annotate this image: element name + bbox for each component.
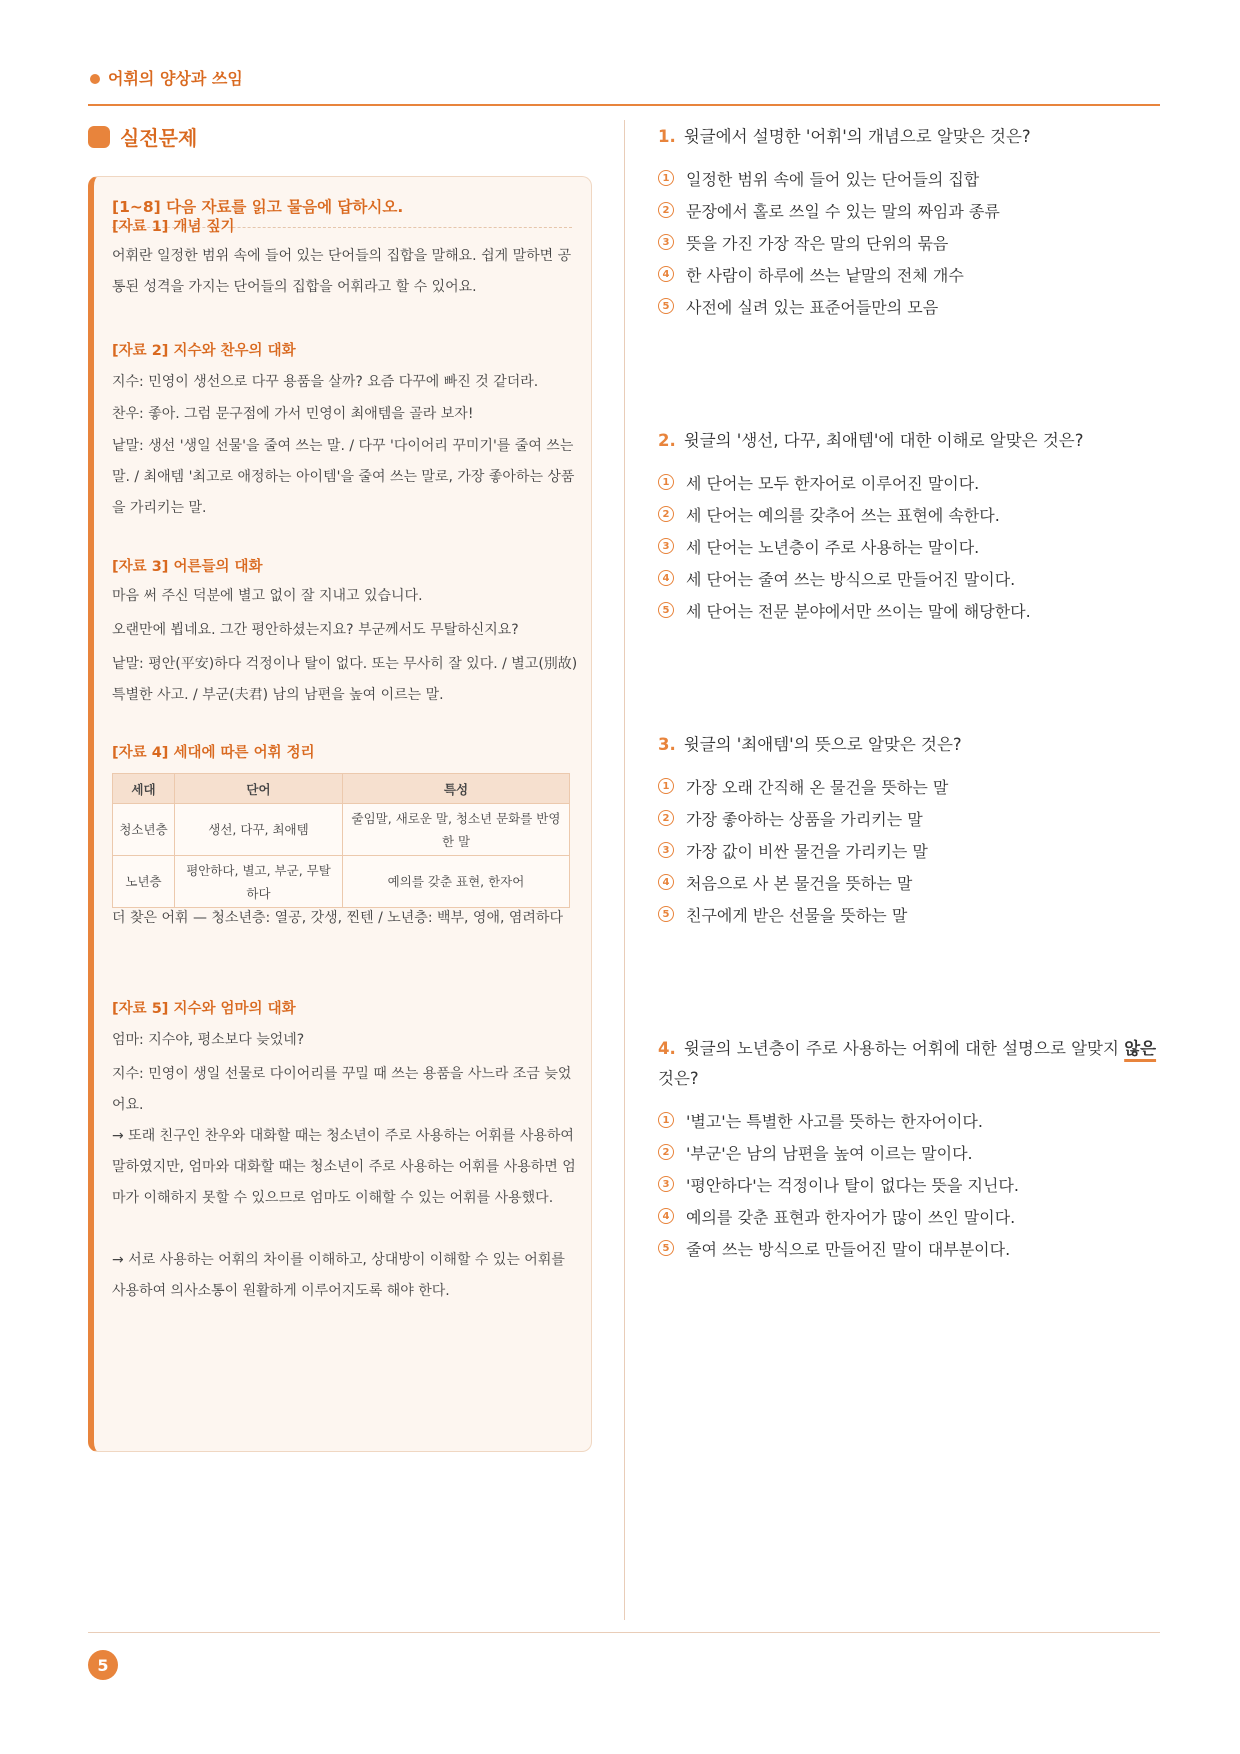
option-text: 세 단어는 노년층이 주로 사용하는 말이다. xyxy=(686,537,980,557)
question-3 xyxy=(658,730,1158,930)
column-divider xyxy=(624,120,625,1620)
option-text: 예의를 갖춘 표현과 한자어가 많이 쓰인 말이다. xyxy=(686,1207,1016,1227)
material-3-title: [자료 3] 어른들의 대화 xyxy=(112,559,263,575)
material-3-note: 낱말: 평안(平安)하다 걱정이나 탈이 없다. 또는 무사히 잘 있다. / 별고(別故) 특별한 사고. / 부군(夫君) 남의 남편을 높여 이르는 말. xyxy=(112,656,578,703)
option-item[interactable] xyxy=(658,290,1158,322)
option-item[interactable] xyxy=(658,866,1158,898)
instruction-heading: [1~8] 다음 자료를 읽고 물음에 답하시오. xyxy=(112,198,404,216)
question-number: 2. xyxy=(658,431,676,450)
question-number: 3. xyxy=(658,735,676,754)
question-3-stem xyxy=(658,730,1158,760)
option-number-icon: 1 xyxy=(658,1112,674,1128)
option-item[interactable] xyxy=(658,466,1158,498)
option-number-icon: 1 xyxy=(658,474,674,490)
material-3-line-1: 마음 써 주신 덕분에 별고 없이 잘 지내고 있습니다. xyxy=(112,588,423,604)
option-number-icon: 2 xyxy=(658,506,674,522)
table-header-row xyxy=(113,774,570,804)
table-header-cell: 특성 xyxy=(343,774,570,804)
question-text: 윗글의 '최애템'의 뜻으로 알맞은 것은? xyxy=(683,735,962,754)
source-material-box xyxy=(88,176,592,1452)
option-number-icon: 2 xyxy=(658,810,674,826)
option-text: 한 사람이 하루에 쓰는 낱말의 전체 개수 xyxy=(686,265,964,285)
table-row xyxy=(113,856,570,908)
material-2-line-1: 지수: 민영이 생선으로 다꾸 용품을 살까? 요즘 다꾸에 빠진 것 같더라. xyxy=(112,374,539,390)
material-5-title: [자료 5] 지수와 엄마의 대화 xyxy=(112,1001,296,1017)
material-1-text: 어휘란 일정한 범위 속에 들어 있는 단어들의 집합을 말해요. 쉽게 말하면 공통된 성격을 가지는 단어들의 집합을 어휘라고 할 수 있어요. xyxy=(112,248,572,295)
question-text: 윗글에서 설명한 '어휘'의 개념으로 알맞은 것은? xyxy=(683,127,1031,146)
option-text: 줄여 쓰는 방식으로 만들어진 말이 대부분이다. xyxy=(686,1239,1011,1259)
option-item[interactable] xyxy=(658,594,1158,626)
material-2-title: [자료 2] 지수와 찬우의 대화 xyxy=(112,343,296,359)
option-item[interactable] xyxy=(658,162,1158,194)
option-list xyxy=(658,466,1158,626)
running-header xyxy=(88,66,1160,106)
option-item[interactable] xyxy=(658,498,1158,530)
material-1-title: [자료 1] 개념 짚기 xyxy=(112,219,235,235)
generation-vocab-table xyxy=(112,773,570,908)
question-text-end: 것은? xyxy=(658,1069,699,1088)
question-4-stem xyxy=(658,1034,1158,1094)
option-number-icon: 3 xyxy=(658,234,674,250)
option-number-icon: 4 xyxy=(658,266,674,282)
table-cell: 노년층 xyxy=(113,856,175,908)
table-cell: 평안하다, 별고, 부군, 무탈하다 xyxy=(175,856,343,908)
option-number-icon: 5 xyxy=(658,906,674,922)
option-number-icon: 5 xyxy=(658,1240,674,1256)
question-2-stem xyxy=(658,426,1158,456)
option-number-icon: 2 xyxy=(658,1144,674,1160)
option-list xyxy=(658,162,1158,322)
option-text: 세 단어는 예의를 갖추어 쓰는 표현에 속한다. xyxy=(686,505,1000,525)
option-text: 세 단어는 모두 한자어로 이루어진 말이다. xyxy=(686,473,980,493)
option-item[interactable] xyxy=(658,1104,1158,1136)
option-text: 가장 오래 간직해 온 물건을 뜻하는 말 xyxy=(686,777,949,797)
option-item[interactable] xyxy=(658,226,1158,258)
option-text: 세 단어는 줄여 쓰는 방식으로 만들어진 말이다. xyxy=(686,569,1016,589)
material-5-note-2: → 서로 사용하는 어휘의 차이를 이해하고, 상대방이 이해할 수 있는 어휘를 사용하여 의사소통이 원활하게 이루어지도록 해야 한다. xyxy=(112,1252,565,1299)
table-row xyxy=(113,804,570,856)
option-number-icon: 4 xyxy=(658,570,674,586)
option-number-icon: 3 xyxy=(658,1176,674,1192)
option-text: 가장 값이 비싼 물건을 가리키는 말 xyxy=(686,841,928,861)
option-text: 가장 좋아하는 상품을 가리키는 말 xyxy=(686,809,923,829)
header-bullet-icon xyxy=(90,74,100,84)
option-text: 친구에게 받은 선물을 뜻하는 말 xyxy=(686,905,908,925)
material-5-line-1: 엄마: 지수야, 평소보다 늦었네? xyxy=(112,1032,305,1048)
option-number-icon: 5 xyxy=(658,298,674,314)
material-4-title: [자료 4] 세대에 따른 어휘 정리 xyxy=(112,745,315,761)
option-text: 문장에서 홀로 쓰일 수 있는 말의 짜임과 종류 xyxy=(686,201,1000,221)
option-number-icon: 1 xyxy=(658,170,674,186)
material-3-line-2: 오랜만에 뵙네요. 그간 평안하셨는지요? 부군께서도 무탈하신지요? xyxy=(112,622,519,638)
table-cell: 생선, 다꾸, 최애템 xyxy=(175,804,343,856)
option-number-icon: 4 xyxy=(658,1208,674,1224)
option-text: '부군'은 남의 남편을 높여 이르는 말이다. xyxy=(686,1143,973,1163)
option-item[interactable] xyxy=(658,834,1158,866)
question-emphasis: 않은 xyxy=(1124,1039,1157,1058)
section-square-icon xyxy=(88,126,110,148)
option-item[interactable] xyxy=(658,562,1158,594)
material-5-line-2: 지수: 민영이 생일 선물로 다이어리를 꾸밀 때 쓰는 용품을 사느라 조금 늦었어요. xyxy=(112,1066,572,1113)
option-item[interactable] xyxy=(658,770,1158,802)
option-text: 처음으로 사 본 물건을 뜻하는 말 xyxy=(686,873,913,893)
material-2-note: 낱말: 생선 '생일 선물'을 줄여 쓰는 말. / 다꾸 '다이어리 꾸미기'를 줄여 쓰는 말. / 최애템 '최고로 애정하는 아이템'을 줄여 쓰는 말로, 가장 좋아하는 상품을 가리키는 말. xyxy=(112,438,575,516)
option-item[interactable] xyxy=(658,1168,1158,1200)
option-number-icon: 2 xyxy=(658,202,674,218)
option-number-icon: 3 xyxy=(658,842,674,858)
question-1 xyxy=(658,122,1158,322)
question-text: 윗글의 노년층이 주로 사용하는 어휘에 대한 설명으로 알맞지 xyxy=(683,1039,1125,1058)
table-cell: 청소년층 xyxy=(113,804,175,856)
question-1-stem xyxy=(658,122,1158,152)
option-item[interactable] xyxy=(658,802,1158,834)
option-text: 세 단어는 전문 분야에서만 쓰이는 말에 해당한다. xyxy=(686,601,1031,621)
option-text: 사전에 실려 있는 표준어들만의 모음 xyxy=(686,297,939,317)
option-text: '평안하다'는 걱정이나 탈이 없다는 뜻을 지닌다. xyxy=(686,1175,1019,1195)
option-text: 일정한 범위 속에 들어 있는 단어들의 집합 xyxy=(686,169,980,189)
question-2 xyxy=(658,426,1158,626)
option-text: 뜻을 가진 가장 작은 말의 단위의 묶음 xyxy=(686,233,949,253)
option-number-icon: 4 xyxy=(658,874,674,890)
option-item[interactable] xyxy=(658,194,1158,226)
option-text: '별고'는 특별한 사고를 뜻하는 한자어이다. xyxy=(686,1111,983,1131)
option-item[interactable] xyxy=(658,530,1158,562)
table-cell: 예의를 갖춘 표현, 한자어 xyxy=(343,856,570,908)
option-number-icon: 1 xyxy=(658,778,674,794)
option-item[interactable] xyxy=(658,258,1158,290)
table-cell: 줄임말, 새로운 말, 청소년 문화를 반영한 말 xyxy=(343,804,570,856)
material-5-note-1: → 또래 친구인 찬우와 대화할 때는 청소년이 주로 사용하는 어휘를 사용하여 말하였지만, 엄마와 대화할 때는 청소년이 주로 사용하는 어휘를 사용하면 엄마가 이해하지 못할 수 있으므로 엄마도 이해할 수 있는 어휘를 사용했다. xyxy=(112,1128,576,1206)
question-text: 윗글의 '생선, 다꾸, 최애템'에 대한 이해로 알맞은 것은? xyxy=(683,431,1084,450)
material-2-line-2: 찬우: 좋아. 그럼 문구점에 가서 민영이 최애템을 골라 보자! xyxy=(112,406,474,422)
page-number: 5 xyxy=(88,1650,118,1680)
header-title: 어휘의 양상과 쓰임 xyxy=(108,69,243,88)
option-number-icon: 5 xyxy=(658,602,674,618)
option-list xyxy=(658,770,1158,930)
table-header-cell: 세대 xyxy=(113,774,175,804)
question-number: 1. xyxy=(658,127,676,146)
section-title: 실전문제 xyxy=(120,126,198,150)
question-4 xyxy=(658,1034,1158,1264)
option-number-icon: 3 xyxy=(658,538,674,554)
option-item[interactable] xyxy=(658,1232,1158,1264)
option-item[interactable] xyxy=(658,1136,1158,1168)
option-item[interactable] xyxy=(658,1200,1158,1232)
option-list xyxy=(658,1104,1158,1264)
option-item[interactable] xyxy=(658,898,1158,930)
table-header-cell: 단어 xyxy=(175,774,343,804)
material-4-more-words: 더 찾은 어휘 — 청소년층: 열공, 갓생, 찐텐 / 노년층: 백부, 영애, 염려하다 xyxy=(112,910,563,926)
footer-divider xyxy=(88,1632,1160,1633)
question-number: 4. xyxy=(658,1039,676,1058)
